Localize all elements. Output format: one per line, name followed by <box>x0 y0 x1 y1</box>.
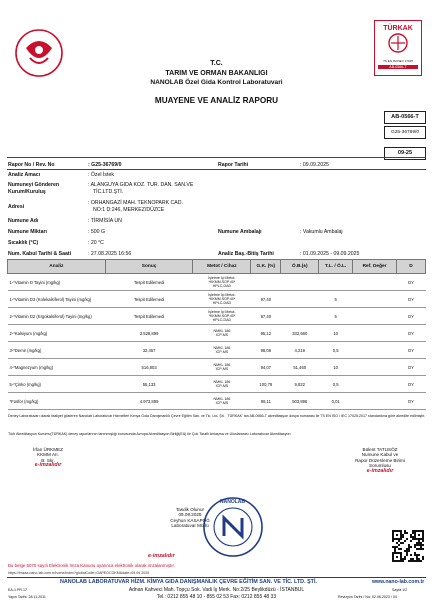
footer-company: NANOLAB LABORATUVAR HİZM. KİMYA GIDA DANIŞMANLIK ÇEVRE EĞİTİM SAN. VE TİC. LTD. ŞTİ. <box>60 579 317 585</box>
accreditation-code-box: AB-0566-T <box>384 111 426 124</box>
limit-cell: 0,5 <box>319 376 353 393</box>
analysis-dates-label: Analiz Baş.-Bitiş Tarihi <box>218 251 274 257</box>
method-cell: İşletme İçi Metot- *KKMM.SOP.40* HPLC-DAD <box>193 274 251 291</box>
table-row <box>8 291 426 308</box>
center-esignature: e-imzalıdır <box>148 553 175 559</box>
table-row <box>8 393 426 410</box>
col-header: G.K. (%) <box>251 260 281 274</box>
reference-cell <box>353 376 397 393</box>
limit-cell: 5 <box>319 308 353 325</box>
packaging-label: Numune Ambalajı <box>218 229 262 235</box>
analysis-cell: 5-*Çinko (mg/kg) <box>8 376 106 393</box>
method-cell: NMKL 186 ICP-MS <box>193 376 251 393</box>
left-signatory-role2: B. Skr. <box>41 457 55 463</box>
gk-cell: 96,06 <box>251 342 281 359</box>
sender-label: Numuneyi Gönderen Kurum/Kuruluş <box>8 182 60 195</box>
gk-cell: 97,40 <box>251 308 281 325</box>
table-row <box>8 308 426 325</box>
report-date-value: : 09.09.2025 <box>300 162 329 168</box>
table-header-row <box>8 260 426 274</box>
approval-text: Tasdik Olunur <box>175 507 205 512</box>
method-cell: NMKL 186 ICP-MS <box>193 325 251 342</box>
result-cell: 32,457 <box>105 342 193 359</box>
table-row <box>8 359 426 376</box>
uncertainty-cell: 332,660 <box>281 325 319 342</box>
gk-cell: 98,11 <box>251 393 281 410</box>
footer-page: Sayfa 1/2 <box>392 588 408 592</box>
analysis-cell: 2-*Kalsiyum (mg/kg) <box>8 325 106 342</box>
reference-cell <box>353 342 397 359</box>
col-header: Ref. Değer <box>353 260 397 274</box>
result-cell: Tespit Edilemedi <box>105 308 193 325</box>
decision-cell: DY <box>397 325 426 342</box>
gk-cell <box>251 274 281 291</box>
purpose-label: Analiz Amacı <box>8 172 41 178</box>
uncertainty-cell <box>281 291 319 308</box>
table-row <box>8 274 426 291</box>
analysis-dates-value: : 01.09.2025 - 09.09.2025 <box>300 251 360 257</box>
header-lab: NANOLAB Özel Gida Kontrol Laboratuvari <box>150 79 283 86</box>
col-header: T.L. / Ö.L. <box>319 260 353 274</box>
recognition-note: Türk Akreditasyon Kurumu(TÜRKAK) deney raporlarının tanınmışlığı konusunda Avrupa Akreditasyon Birliği(EA) ile Çok Taraflı Anlaşma ve Uluslararası Laboratuvar Akreditasyon <box>8 432 291 436</box>
address-value-1: : ORHANGAZİ MAH. TEKNOPARK CAD. <box>88 200 183 206</box>
table-row <box>8 342 426 359</box>
result-cell: 516,803 <box>105 359 193 376</box>
uncertainty-cell: 4,219 <box>281 342 319 359</box>
turkak-logo-text: TÜRKAK <box>383 25 413 32</box>
report-title: MUAYENE VE ANALİZ RAPORU <box>154 96 279 105</box>
col-header: Analiz <box>8 260 106 274</box>
analysis-cell: 4-*Magnezyum (mg/kg) <box>8 359 106 376</box>
turkak-mark-icon <box>375 32 421 54</box>
report-no-label: Rapor No / Rev. No <box>8 162 55 168</box>
reference-cell <box>353 325 397 342</box>
analysis-cell: 3-*Demir (mg/kg) <box>8 342 106 359</box>
period-box: 09-25 <box>384 147 426 160</box>
decision-cell: DY <box>397 308 426 325</box>
lab-manager-role: Laboratuvar Müdü <box>171 523 209 529</box>
analysis-cell: 1-*Vitamin D3 (Kolekalsiferol) Tayini (mg/kg) <box>8 291 106 308</box>
accreditation-note: Deney Laboratuvarı olarak faaliyet gösteren Nanolab Laboratuvar Hizmetleri Kimya Gıda Danışmanlık Çevre Eğitim San. ve Tic. Ltd. Şti. , TÜRKAK' tan AB-0566-T akreditasyon dosya numarası ile TS EN ISO / IEC 17025:2017 standardına göre akredite edilmiştir. <box>8 414 425 418</box>
limit-cell <box>319 274 353 291</box>
reference-cell <box>353 291 397 308</box>
ministry-emblem <box>14 28 64 78</box>
decision-cell: DY <box>397 376 426 393</box>
packaging-value: : Vakumlu Ambalaj <box>300 229 343 235</box>
footer-address: Adnan Kahveci Mah. Topçu Sok. Vadi İş Merk. No:2/25 Beylikdüzü - İSTANBUL <box>128 587 305 593</box>
analysis-cell: 1-*Vitamin D Tayini (mg/kg) <box>8 274 106 291</box>
method-cell: İşletme İçi Metot- *KKMM.SOP.40* HPLC-DAD <box>193 291 251 308</box>
decision-cell: DY <box>397 359 426 376</box>
footer-pub-date: Yayın Tarihi: 28.11.2011 <box>8 595 46 599</box>
footer-divider <box>7 577 426 578</box>
reference-cell <box>353 359 397 376</box>
verification-url[interactable]: https://imzaa.nano-lab.com.tr/home/index?globalCode=GAPEOCGKM&date=09.09.2025 <box>8 571 150 575</box>
turkak-code: AB-0566-T <box>378 65 418 69</box>
approval-date: 09.09.2025 <box>178 512 202 518</box>
footer-revision: Revizyon Tarihi / No: 02.06.2023 / 04 <box>338 595 397 599</box>
purpose-value: : Özel İstek <box>88 172 114 178</box>
left-esignature: e-imzalıdır <box>34 462 62 469</box>
stamp-text: NANOLAB <box>220 499 245 505</box>
footer-website[interactable]: www.nano-lab.com.tr <box>372 579 425 585</box>
right-signatory-role: Numune Kabul ve <box>361 452 399 458</box>
sample-name-label: Numune Adı <box>8 218 39 224</box>
gk-cell: 95,12 <box>251 325 281 342</box>
temperature-value: : 20 °C <box>88 240 104 246</box>
uncertainty-cell: 51,460 <box>281 359 319 376</box>
decision-cell: DY <box>397 342 426 359</box>
header-org: T.C. <box>210 60 223 67</box>
esignature-notice: Bu belge 5070 sayılı Elektronik İmza Kanunu uyarınca elektronik olarak imzalanmıştır. <box>8 563 175 568</box>
gk-cell: 94,07 <box>251 359 281 376</box>
result-cell: Tespit Edilemedi <box>105 274 193 291</box>
limit-cell: 10 <box>319 359 353 376</box>
gk-cell: 97,40 <box>251 291 281 308</box>
lab-manager-name: Ceyhun KASAPOĞ <box>170 517 210 523</box>
qr-code <box>392 530 424 562</box>
address-label: Adresi <box>8 204 25 210</box>
col-header: D <box>397 260 426 274</box>
company-stamp <box>202 496 264 558</box>
footer-phone: Tel.: 0212 855 48 10 - 855 02 53 Fax: 0212 855 48 33 <box>156 594 277 600</box>
uncertainty-cell: 503,896 <box>281 393 319 410</box>
acceptance-value: : 27.08.2025 16:56 <box>88 251 132 257</box>
table-row <box>8 325 426 342</box>
left-signatory <box>8 447 88 469</box>
header-ministry: TARIM VE ORMAN BAKANLIGI <box>165 70 268 77</box>
result-cell: 55,133 <box>105 376 193 393</box>
decision-cell: DY <box>397 274 426 291</box>
divider <box>7 169 426 170</box>
amount-value: : 500 G <box>88 229 106 235</box>
sender-value-1: : ALANGUYA GIDA KOZ. TUR. DAN. SAN.VE <box>88 182 194 188</box>
turkak-logo <box>374 20 422 76</box>
footer-doc-code: EA-1.PR.17 <box>8 588 27 592</box>
method-cell: NMKL 186 ICP-MS <box>193 393 251 410</box>
temperature-label: Sıcaklık (°C) <box>8 240 39 246</box>
limit-cell: 0,5 <box>319 342 353 359</box>
right-signatory-role3: Sorumlusu <box>369 463 391 469</box>
result-cell: Tespit Edilemedi <box>105 291 193 308</box>
reference-cell <box>353 308 397 325</box>
result-cell: 4.973,899 <box>105 393 193 410</box>
col-header: Sonuç <box>105 260 193 274</box>
sample-name-value: : TİRMİSİA UN <box>88 218 122 224</box>
left-signatory-role: KKMM Arı. <box>37 452 59 458</box>
right-esignature: e-imzalıdır <box>366 467 394 474</box>
results-table-wrap <box>7 259 426 410</box>
address-value-2: NO:1 D:246, MERKEZ/DÜZCE <box>93 207 165 213</box>
col-header: Ö.B.(±) <box>281 260 319 274</box>
limit-cell: 10 <box>319 325 353 342</box>
method-cell: NMKL 186 ICP-MS <box>193 359 251 376</box>
right-signatory <box>334 447 426 474</box>
reference-cell <box>353 274 397 291</box>
analysis-cell: 2-*Vitamin D2 (Ergokalsiferol) Tayini (mg/kg) <box>8 308 106 325</box>
decision-cell: DY <box>397 291 426 308</box>
col-header: Metot / Cihaz <box>193 260 251 274</box>
left-signatory-name: İrfan ÜRKMEZ <box>33 447 63 452</box>
limit-cell: 5 <box>319 291 353 308</box>
uncertainty-cell: 9,822 <box>281 376 319 393</box>
analysis-cell: *Fosfor (mg/kg) <box>8 393 106 410</box>
limit-cell: 0,01 <box>319 393 353 410</box>
sender-value-2: TİC.LTD.ŞTİ. <box>93 189 124 195</box>
right-signatory-name: Bülent TATUSÖZ <box>362 447 398 452</box>
method-cell: NMKL 186 ICP-MS <box>193 342 251 359</box>
report-date-label: Rapor Tarihi <box>218 162 249 168</box>
table-row <box>8 376 426 393</box>
report-code-box: G25-36769/0 <box>384 126 426 139</box>
results-table <box>7 259 426 410</box>
report-no-value: : G25-36769/0 <box>88 162 122 168</box>
amount-label: Numune Miktarı <box>8 229 47 235</box>
divider <box>7 157 426 158</box>
uncertainty-cell <box>281 308 319 325</box>
decision-cell: DY <box>397 393 426 410</box>
turkak-sub: TS EN ISO/IEC 17025 <box>383 59 413 63</box>
method-cell: İşletme İçi Metot- *KKMM.SOP.40* HPLC-DAD <box>193 308 251 325</box>
uncertainty-cell <box>281 274 319 291</box>
result-cell: 3.528,899 <box>105 325 193 342</box>
reference-cell <box>353 393 397 410</box>
acceptance-label: Num. Kabul Tarihi & Saati <box>8 251 72 257</box>
right-signatory-role2: Rapor Düzenleme Birimi <box>355 457 405 463</box>
gk-cell: 100,79 <box>251 376 281 393</box>
